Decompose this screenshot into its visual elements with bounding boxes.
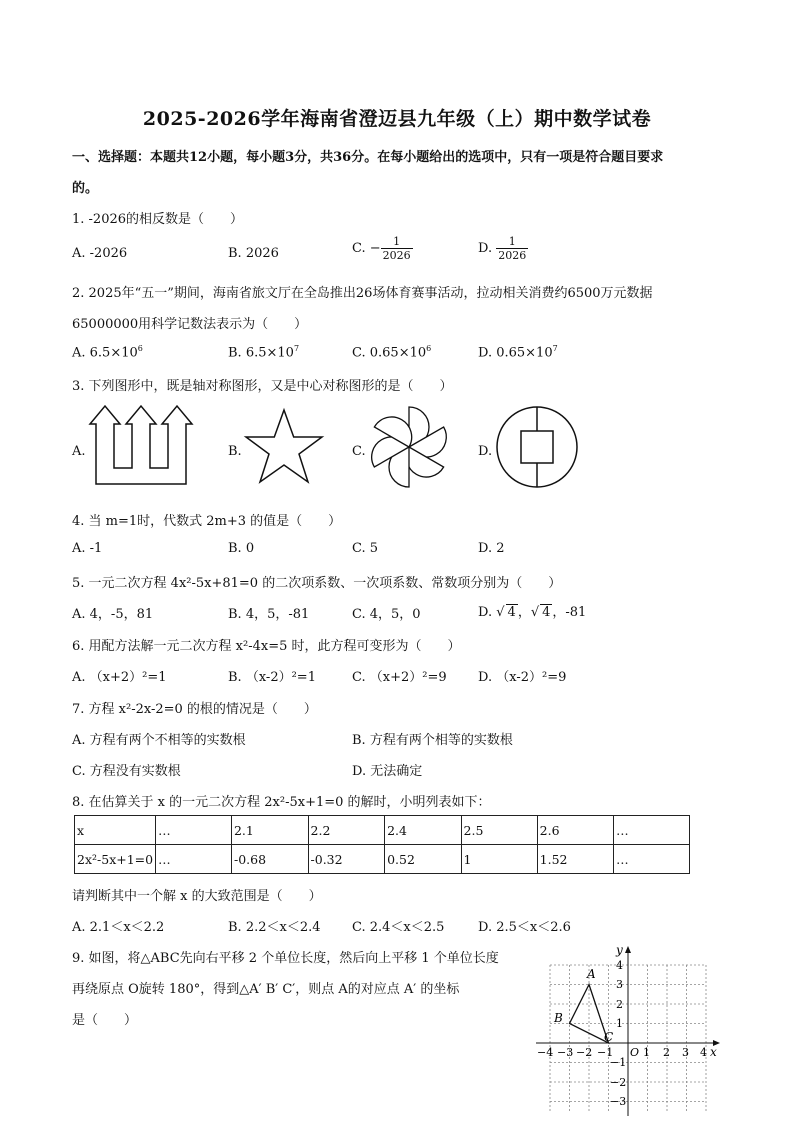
table-row bbox=[75, 845, 690, 874]
q8-option-c: C. 2.4＜x＜2.5 bbox=[352, 920, 445, 935]
q1-stem: 1. -2026的相反数是（ ） bbox=[72, 212, 244, 227]
q2-b-exponent: 7 bbox=[293, 344, 300, 353]
y-tick-label: 4 bbox=[616, 959, 623, 972]
table-row bbox=[75, 816, 690, 845]
q8-question: 请判断其中一个解 x 的大致范围是（ ） bbox=[72, 889, 322, 904]
q8-option-b: B. 2.2＜x＜2.4 bbox=[228, 920, 321, 935]
table-cell: 2x²-5x+1=0 bbox=[75, 845, 156, 874]
table-cell: 2.1 bbox=[231, 816, 308, 845]
q6-option-a: A. （x+2）²=1 bbox=[72, 670, 167, 685]
y-tick-label: 1 bbox=[616, 1017, 623, 1030]
table-cell: 0.52 bbox=[385, 845, 461, 874]
q4-option-b: B. 0 bbox=[228, 541, 255, 556]
q8-option-a: A. 2.1＜x＜2.2 bbox=[72, 920, 165, 935]
q8-option-d: D. 2.5＜x＜2.6 bbox=[478, 920, 571, 935]
q6-stem: 6. 用配方法解一元二次方程 x²-4x=5 时，此方程可变形为（ ） bbox=[72, 639, 461, 654]
table-cell: 2.5 bbox=[461, 816, 537, 845]
q7-option-d: D. 无法确定 bbox=[352, 764, 423, 779]
table-cell: x bbox=[75, 816, 156, 845]
q2-option-b bbox=[228, 344, 299, 360]
x-tick-label: −1 bbox=[597, 1046, 614, 1059]
table-cell: … bbox=[614, 845, 690, 874]
q2-option-a bbox=[72, 344, 143, 360]
q1-option-c bbox=[352, 235, 413, 262]
q2-b-text: B. 6.5×10 bbox=[228, 345, 294, 361]
q8-stem: 8. 在估算关于 x 的一元二次方程 2x²-5x+1=0 的解时，小明列表如下： bbox=[72, 795, 491, 810]
q2-stem-line1: 2. 2025年“五一”期间，海南省旅文厅在全岛推出26场体育赛事活动，拉动相关消费约6500万元数据 bbox=[72, 286, 653, 301]
table-cell: -0.32 bbox=[308, 845, 385, 874]
q3-figure-c-pinwheel bbox=[366, 404, 452, 490]
table-cell: 1 bbox=[461, 845, 537, 874]
q1-option-d-prefix: D. bbox=[478, 241, 497, 256]
point-c-label: C bbox=[604, 1030, 614, 1044]
q2-option-d bbox=[478, 344, 558, 360]
x-tick-label: 2 bbox=[663, 1046, 670, 1059]
q1-option-d-fraction bbox=[496, 235, 528, 262]
q3-figure-a-arrows bbox=[88, 402, 198, 492]
x-tick-label: 3 bbox=[682, 1046, 689, 1059]
page-title: 2025-2026学年海南省澄迈县九年级（上）期中数学试卷 bbox=[142, 108, 652, 130]
q1-d-numerator: 1 bbox=[496, 235, 528, 249]
q9-stem-line2: 再绕原点 O旋转 180°，得到△A′ B′ C′，则点 A的对应点 A′ 的坐标 bbox=[72, 982, 460, 997]
q9-stem-line3: 是（ ） bbox=[72, 1013, 138, 1028]
q2-a-text: A. 6.5×10 bbox=[72, 345, 138, 361]
q1-option-c-prefix: C. − bbox=[352, 241, 381, 256]
q1-option-b: B. 2026 bbox=[228, 246, 279, 261]
q3-stem: 3. 下列图形中，既是轴对称图形，又是中心对称图形的是（ ） bbox=[72, 379, 453, 394]
q2-c-text: C. 0.65×10 bbox=[352, 345, 427, 361]
q8-value-table bbox=[74, 815, 690, 874]
table-cell: 2.4 bbox=[385, 816, 461, 845]
q5-option-d: D. √ 4 ，√ 4 ，-81 bbox=[478, 605, 587, 620]
section-header: 一、选择题：本题共12小题，每小题3分，共36分。在每小题给出的选项中，只有一项是符合题目要求 bbox=[72, 150, 664, 165]
q3-option-b-label: B. bbox=[228, 444, 242, 459]
point-a-label: A bbox=[587, 967, 596, 981]
section-header-cont: 的。 bbox=[72, 181, 99, 196]
table-cell: 2.2 bbox=[308, 816, 385, 845]
point-b-label: B bbox=[554, 1011, 563, 1025]
table-cell: … bbox=[156, 845, 232, 874]
q3-option-c-label: C. bbox=[352, 444, 366, 459]
origin-label: O bbox=[630, 1046, 640, 1059]
y-tick-label: −3 bbox=[610, 1095, 627, 1108]
y-tick-label: −2 bbox=[610, 1076, 627, 1089]
q4-stem: 4. 当 m=1时，代数式 2m+3 的值是（ ） bbox=[72, 514, 342, 529]
x-tick-label: −2 bbox=[576, 1046, 593, 1059]
q2-option-c bbox=[352, 344, 431, 360]
q6-option-c: C. （x+2）²=9 bbox=[352, 670, 447, 685]
q5-stem: 5. 一元二次方程 4x²-5x+81=0 的二次项系数、一次项系数、常数项分别为（ ） bbox=[72, 576, 562, 591]
q5-option-b: B. 4，5，-81 bbox=[228, 607, 310, 622]
x-tick-label: 4 bbox=[700, 1046, 707, 1059]
q7-option-a: A. 方程有两个不相等的实数根 bbox=[72, 733, 246, 748]
q4-option-c: C. 5 bbox=[352, 541, 379, 556]
y-tick-label: 3 bbox=[616, 978, 623, 991]
q1-c-denominator: 2026 bbox=[382, 249, 411, 262]
x-tick-label: −4 bbox=[537, 1046, 554, 1059]
x-tick-label: 1 bbox=[643, 1046, 650, 1059]
table-cell: -0.68 bbox=[231, 845, 308, 874]
q5-d-radicand-1: 4 bbox=[507, 605, 516, 620]
q9-coordinate-grid bbox=[530, 938, 726, 1120]
q4-option-d: D. 2 bbox=[478, 541, 505, 556]
q3-option-a-label: A. bbox=[72, 444, 86, 459]
q7-option-c: C. 方程没有实数根 bbox=[72, 764, 181, 779]
q1-option-a: A. -2026 bbox=[72, 246, 128, 261]
q7-option-b: B. 方程有两个相等的实数根 bbox=[352, 733, 513, 748]
q5-option-a: A. 4，-5，81 bbox=[72, 607, 154, 622]
table-cell: … bbox=[614, 816, 690, 845]
q9-stem-line1: 9. 如图，将△ABC先向右平移 2 个单位长度，然后向上平移 1 个单位长度 bbox=[72, 951, 499, 966]
q1-option-d bbox=[478, 235, 528, 262]
q3-figure-d-coin bbox=[494, 404, 580, 490]
q3-option-d-label: D. bbox=[478, 444, 493, 459]
q7-stem: 7. 方程 x²-2x-2=0 的根的情况是（ ） bbox=[72, 702, 317, 717]
q2-stem-line2: 65000000用科学记数法表示为（ ） bbox=[72, 317, 308, 332]
q2-d-exponent: 7 bbox=[552, 344, 558, 353]
y-tick-label: −1 bbox=[610, 1056, 627, 1069]
y-tick-label: 2 bbox=[616, 998, 623, 1011]
q2-c-exponent: 6 bbox=[426, 344, 432, 353]
q1-option-c-fraction bbox=[381, 235, 413, 262]
q5-d-prefix: D. bbox=[478, 605, 497, 620]
q4-option-a: A. -1 bbox=[72, 541, 103, 556]
q5-d-radicand-2: 4 bbox=[542, 605, 551, 620]
table-cell: … bbox=[156, 816, 232, 845]
q5-d-suffix: ，-81 bbox=[552, 605, 587, 620]
q6-option-b: B. （x-2）²=1 bbox=[228, 670, 316, 685]
q6-option-d: D. （x-2）²=9 bbox=[478, 670, 567, 685]
q5-option-c: C. 4，5，0 bbox=[352, 607, 421, 622]
x-tick-label: −3 bbox=[557, 1046, 574, 1059]
q2-d-text: D. 0.65×10 bbox=[478, 345, 553, 361]
q2-a-exponent: 6 bbox=[137, 344, 143, 353]
y-axis-arrow bbox=[625, 946, 631, 953]
x-axis-label: x bbox=[710, 1045, 717, 1059]
q3-figure-b-star bbox=[242, 406, 326, 486]
table-cell: 2.6 bbox=[537, 816, 613, 845]
q1-c-numerator: 1 bbox=[381, 235, 413, 249]
q1-d-denominator: 2026 bbox=[498, 249, 527, 262]
y-axis-label: y bbox=[616, 943, 623, 957]
table-cell: 1.52 bbox=[537, 845, 613, 874]
